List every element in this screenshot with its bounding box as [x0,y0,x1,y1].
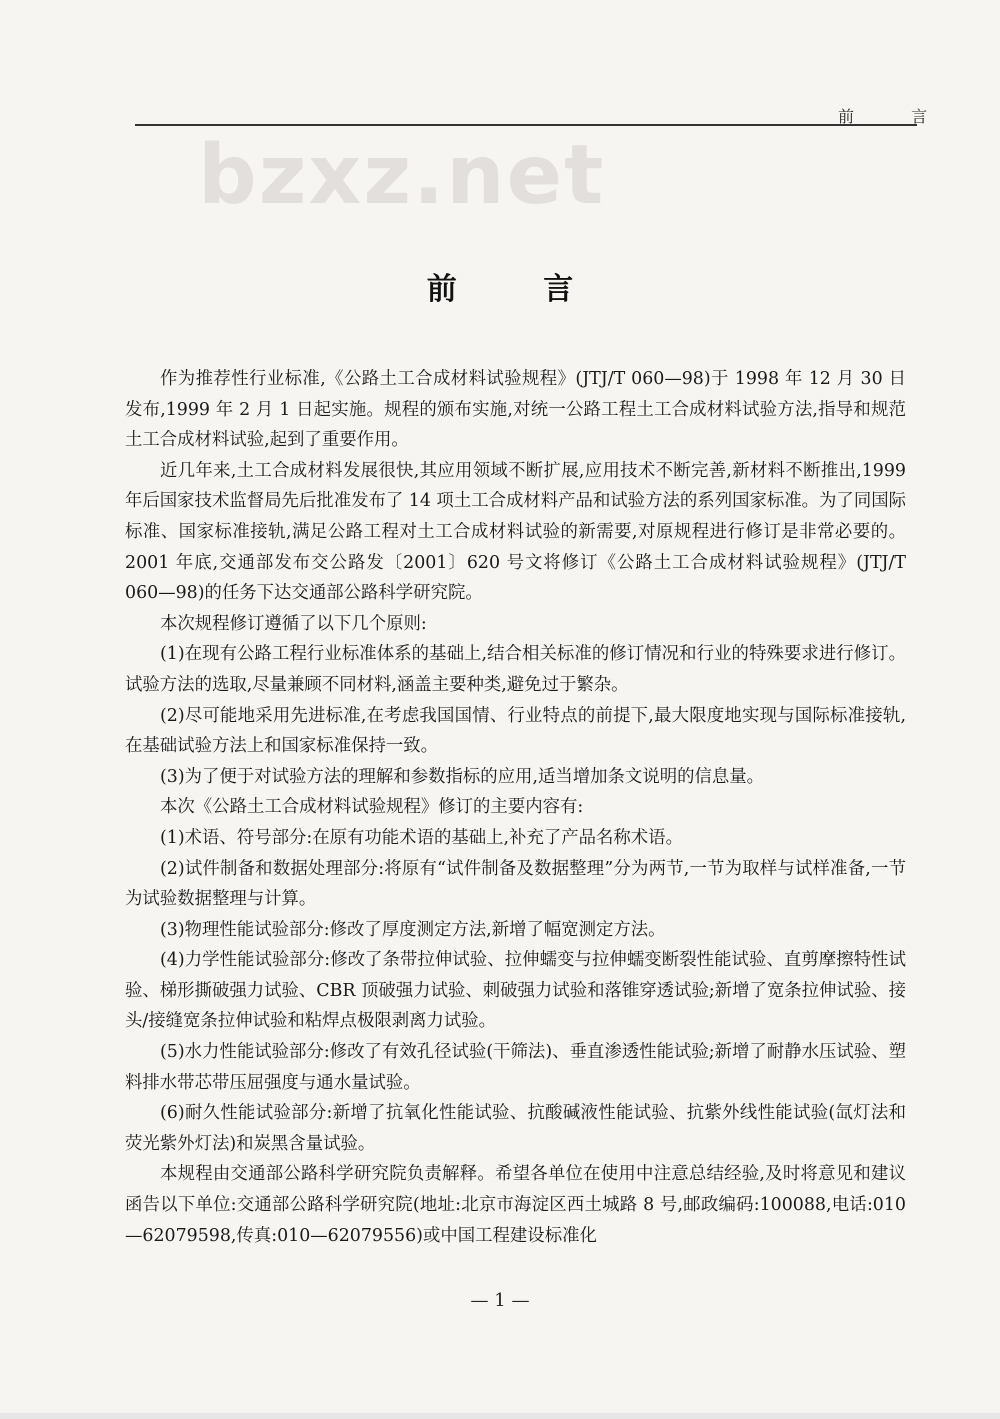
paragraph: (3)物理性能试验部分:修改了厚度测定方法,新增了幅宽测定方法。 [160,919,666,940]
page-title: 前 言 [426,272,612,307]
paragraph: 作为推荐性行业标准,《公路土工合成材料试验规程》(JTJ/T 060—98)于 1998 年 12 月 30 日发布,1999 年 2 月 1 日起实施。规程的颁布实施,对统一公路工程土工合成材料试验方法,指导和规范土工合成材料试验,起到了重要作用。 [125,369,906,451]
paragraph: (3)为了便于对试验方法的理解和参数指标的应用,适当增加条文说明的信息量。 [160,766,765,787]
paragraph: (5)水力性能试验部分:修改了有效孔径试验(干筛法)、垂直渗透性能试验;新增了耐静水压试验、塑料排水带芯带压屈强度与通水量试验。 [125,1042,906,1093]
paragraph: 本规程由交通部公路科学研究院负责解释。希望各单位在使用中注意总结经验,及时将意见和建议函告以下单位:交通部公路科学研究院(地址:北京市海淀区西土城路 8 号,邮政编码:100088,电话:010—62079598,传真:010—62079556)或中国工程建设标准化 [125,1164,906,1246]
scan-edge [0,1413,1000,1419]
paragraph: (1)在现有公路工程行业标准体系的基础上,结合相关标准的修订情况和行业的特殊要求进行修订。试验方法的选取,尽量兼顾不同材料,涵盖主要种类,避免过于繁杂。 [125,644,906,695]
header-rule [135,124,917,126]
paragraph: 本次《公路土工合成材料试验规程》修订的主要内容有: [160,797,584,818]
paragraph: (4)力学性能试验部分:修改了条带拉伸试验、拉伸蠕变与拉伸蠕变断裂性能试验、直剪摩擦特性试验、梯形撕破强力试验、CBR 顶破强力试验、刺破强力试验和落锥穿透试验;新增了宽条拉伸试验、接头/接缝宽条拉伸试验和粘焊点极限剥离力试验。 [125,950,906,1032]
paragraph: (2)试件制备和数据处理部分:将原有“试件制备及数据整理”分为两节,一节为取样与试样准备,一节为试验数据整理与计算。 [125,858,906,910]
paragraph: (6)耐久性能试验部分:新增了抗氧化性能试验、抗酸碱液性能试验、抗紫外线性能试验(氙灯法和荧光紫外灯法)和炭黑含量试验。 [125,1103,906,1154]
paragraph: 本次规程修订遵循了以下几个原则: [160,613,427,634]
paragraph: (1)术语、符号部分:在原有功能术语的基础上,补充了产品名称术语。 [160,827,683,848]
paragraph: (2)尽可能地采用先进标准,在考虑我国国情、行业特点的前提下,最大限度地实现与国际标准接轨,在基础试验方法上和国家标准保持一致。 [125,705,906,757]
running-head: 前 言 [838,107,954,126]
watermark: bzxz.net [198,128,606,223]
page-number: — 1 — [470,1290,530,1311]
paragraph: 近几年来,土工合成材料发展很快,其应用领域不断扩展,应用技术不断完善,新材料不断推出,1999 年后国家技术监督局先后批准发布了 14 项土工合成材料产品和试验方法的系列国家标准。为了同国际标准、国家标准接轨,满足公路工程对土工合成材料试验的新需要,对原规程进行修订是非常必要的。2001 年底,交通部发布交公路发〔2001〕620 号文将修订《公路土工合成材料试验规程》(JTJ/T 060—98)的任务下达交通部公路科学研究院。 [125,460,906,604]
body-text [125,364,906,1251]
